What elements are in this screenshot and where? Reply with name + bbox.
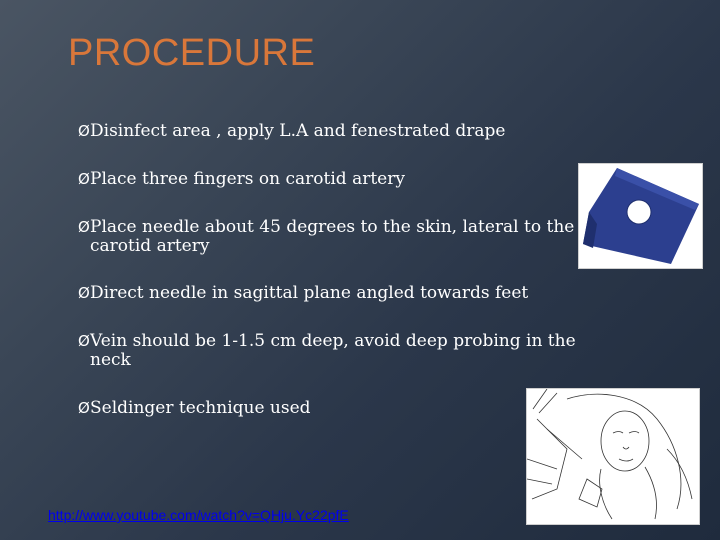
bullet-item bbox=[78, 284, 528, 303]
bullet-text: Place needle about 45 degrees to the skin, lateral to the carotid artery bbox=[90, 217, 575, 256]
bullet-item bbox=[78, 332, 594, 370]
youtube-link[interactable]: http://www.youtube.com/watch?v=QHju.Yc22pfE bbox=[48, 507, 349, 523]
bullet-text: Place three fingers on carotid artery bbox=[90, 169, 405, 189]
arrow-bullet-icon: Ø bbox=[78, 399, 90, 417]
bullet-item bbox=[78, 399, 311, 418]
bullet-text: Seldinger technique used bbox=[90, 398, 311, 418]
bullet-item bbox=[78, 170, 405, 189]
drape-illustration bbox=[579, 164, 702, 268]
drape-image bbox=[578, 163, 703, 269]
arrow-bullet-icon: Ø bbox=[78, 284, 90, 302]
arrow-bullet-icon: Ø bbox=[78, 122, 90, 140]
arrow-bullet-icon: Ø bbox=[78, 332, 90, 350]
arrow-bullet-icon: Ø bbox=[78, 218, 90, 236]
patient-sketch bbox=[527, 389, 699, 524]
bullet-text: Direct needle in sagittal plane angled towards feet bbox=[90, 283, 529, 303]
bullet-text: Disinfect area , apply L.A and fenestrated drape bbox=[90, 121, 506, 141]
arrow-bullet-icon: Ø bbox=[78, 170, 90, 188]
procedure-sketch-image bbox=[526, 388, 700, 525]
bullet-item bbox=[78, 122, 506, 141]
slide-title: PROCEDURE bbox=[68, 32, 316, 74]
bullet-item bbox=[78, 218, 578, 256]
bullet-text: Vein should be 1-1.5 cm deep, avoid deep probing in the neck bbox=[90, 331, 576, 370]
